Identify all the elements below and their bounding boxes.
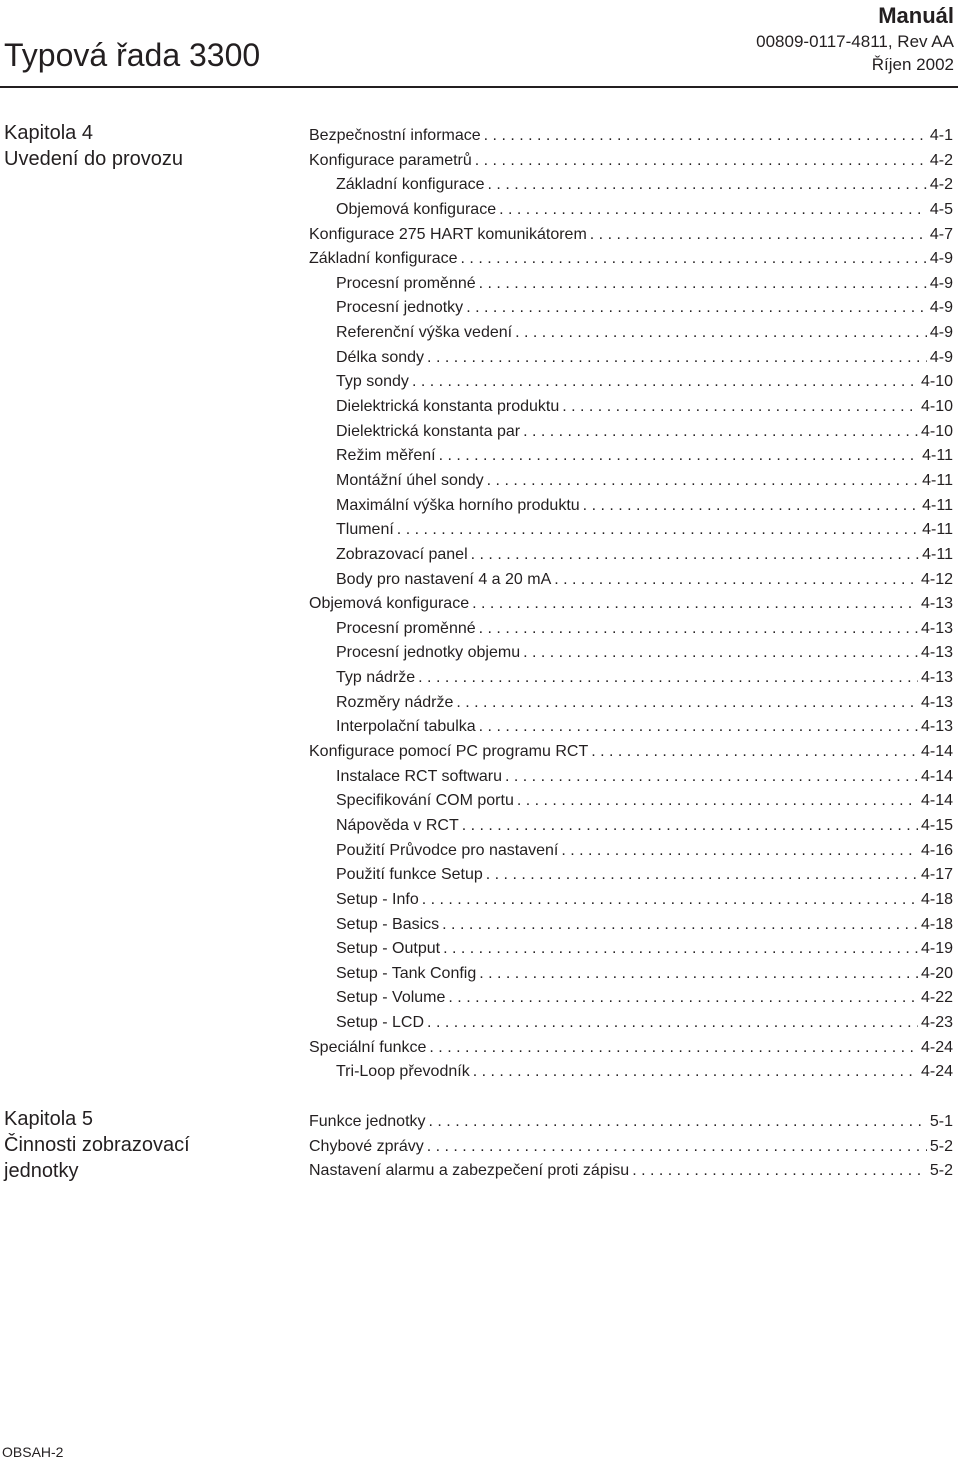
dot-leader (412, 370, 918, 395)
toc-entry[interactable] (309, 839, 953, 864)
toc-entry-page: 4-11 (922, 545, 953, 563)
dot-leader (443, 937, 918, 962)
toc-entry-title: Procesní proměnné (336, 274, 476, 292)
toc-entry[interactable] (309, 198, 953, 223)
toc-entry-page: 4-2 (929, 176, 953, 194)
chapter-number: Kapitola 5 (4, 1108, 93, 1130)
toc-entry-title: Délka sondy (336, 348, 425, 366)
toc-entry[interactable] (309, 395, 953, 420)
toc-entry-title: Setup - Basics (336, 915, 440, 933)
dot-leader (427, 346, 927, 371)
toc-entry[interactable] (309, 1110, 953, 1135)
dot-leader (488, 173, 927, 198)
toc-entry-page: 4-10 (920, 373, 953, 391)
dot-leader (486, 863, 918, 888)
toc-entry-title: Použití funkce Setup (336, 866, 483, 884)
toc-entry-title: Nápověda v RCT (336, 816, 459, 834)
toc-entry[interactable] (309, 321, 953, 346)
toc-entry-page: 4-17 (920, 866, 953, 884)
toc-entry-title: Setup - LCD (336, 1014, 425, 1032)
toc-entry-title: Nastavení alarmu a zabezpečení proti zápisu (309, 1162, 630, 1180)
toc-entry-page: 4-15 (920, 816, 953, 834)
dot-leader (499, 198, 927, 223)
toc-entry[interactable] (309, 789, 953, 814)
toc-entry[interactable] (309, 1036, 953, 1061)
toc-entry-page: 4-13 (920, 619, 953, 637)
toc-entry-page: 4-19 (920, 940, 953, 958)
dot-leader (439, 444, 920, 469)
dot-leader (583, 494, 919, 519)
toc-entry[interactable] (309, 986, 953, 1011)
toc-entry-page: 4-13 (920, 669, 953, 687)
dot-leader (515, 321, 927, 346)
toc-entry[interactable] (309, 124, 953, 149)
toc-entry[interactable] (309, 740, 953, 765)
toc-entry[interactable] (309, 296, 953, 321)
toc-entry[interactable] (309, 913, 953, 938)
toc-entry[interactable] (309, 962, 953, 987)
dot-leader (562, 395, 918, 420)
toc-entry[interactable] (309, 814, 953, 839)
toc-entry-page: 4-24 (920, 1038, 953, 1056)
toc-entry-page: 4-7 (929, 225, 953, 243)
dot-leader (479, 272, 927, 297)
toc-entry-title: Základní konfigurace (309, 250, 458, 268)
toc-list (309, 124, 953, 1085)
dot-leader (472, 592, 918, 617)
toc-entry-page: 4-14 (920, 792, 953, 810)
toc-entry-page: 4-16 (920, 841, 953, 859)
toc-entry[interactable] (309, 420, 953, 445)
toc-entry[interactable] (309, 1011, 953, 1036)
toc-entry-page: 4-1 (929, 127, 953, 144)
dot-leader (517, 789, 918, 814)
manual-label: Manuál (878, 3, 954, 28)
toc-entry-page: 4-11 (922, 447, 953, 465)
toc-entry-page: 4-18 (920, 915, 953, 933)
chapter-number: Kapitola 4 (4, 122, 93, 144)
toc-entry-title: Typ sondy (336, 373, 409, 391)
chapter-title: Uvedení do provozu (4, 148, 184, 170)
toc-entry-title: Rozměry nádrže (336, 693, 454, 711)
dot-leader (554, 568, 918, 593)
toc-entry-title: Bezpečnostní informace (309, 127, 481, 144)
dot-leader (471, 543, 920, 568)
dot-leader (429, 1110, 927, 1135)
toc-entry-title: Objemová konfigurace (336, 200, 497, 218)
dot-leader (442, 913, 918, 938)
dot-leader (418, 666, 918, 691)
chapter-title-continued: jednotky (4, 1160, 79, 1182)
dot-leader (448, 986, 918, 1011)
toc-entry-page: 4-2 (929, 151, 953, 169)
toc-entry-page: 4-11 (922, 521, 953, 539)
toc-entry-title: Body pro nastavení 4 a 20 mA (336, 570, 552, 588)
toc-entry-title: Dielektrická konstanta produktu (336, 398, 560, 416)
toc-entry[interactable] (309, 691, 953, 716)
dot-leader (484, 124, 927, 149)
dot-leader (487, 469, 920, 494)
document-title: Typová řada 3300 (4, 37, 261, 73)
dot-leader (590, 223, 927, 248)
toc-entry[interactable] (309, 149, 953, 174)
toc-entry-title: Režim měření (336, 447, 436, 465)
toc-entry-page: 4-11 (922, 471, 953, 489)
toc-entry-title: Setup - Volume (336, 989, 446, 1007)
dot-leader (591, 740, 918, 765)
toc-entry[interactable] (309, 1159, 953, 1184)
dot-leader (456, 691, 918, 716)
toc-entry-title: Setup - Tank Config (336, 964, 477, 982)
dot-leader (462, 814, 918, 839)
dot-leader (473, 1060, 918, 1085)
toc-entry-title: Procesní proměnné (336, 619, 476, 637)
toc-entry-page: 4-13 (920, 693, 953, 711)
toc-entry[interactable] (309, 888, 953, 913)
toc-entry-page: 4-18 (920, 890, 953, 908)
toc-entry[interactable] (309, 346, 953, 371)
toc-entry-title: Objemová konfigurace (309, 595, 470, 613)
dot-leader (523, 641, 918, 666)
dot-leader (461, 247, 927, 272)
toc-entry[interactable] (309, 494, 953, 519)
dot-leader (429, 1036, 918, 1061)
toc-entry-page: 4-10 (920, 422, 953, 440)
toc-entry-page: 4-11 (922, 496, 953, 514)
toc-entry[interactable] (309, 469, 953, 494)
toc-entry-title: Konfigurace 275 HART komunikátorem (309, 225, 587, 243)
toc-entry-title: Dielektrická konstanta par (336, 422, 521, 440)
chapter-title: Činnosti zobrazovací (4, 1134, 190, 1156)
toc-entry-page: 4-5 (929, 200, 953, 218)
toc-entry-title: Použití Průvodce pro nastavení (336, 841, 559, 859)
document-number: 00809-0117-4811, Rev AA (756, 32, 954, 51)
toc-entry[interactable] (309, 518, 953, 543)
dot-leader (427, 1011, 918, 1036)
toc-entry-page: 4-9 (929, 324, 953, 342)
toc-entry[interactable] (309, 173, 953, 198)
toc-entry-title: Základní konfigurace (336, 176, 485, 194)
toc-entry-title: Konfigurace pomocí PC programu RCT (309, 743, 589, 761)
toc-entry[interactable] (309, 543, 953, 568)
toc-entry[interactable] (309, 247, 953, 272)
dot-leader (523, 420, 918, 445)
dot-leader (466, 296, 927, 321)
toc-entry-title: Referenční výška vedení (336, 324, 513, 342)
toc-entry[interactable] (309, 592, 953, 617)
toc-entry-page: 4-23 (920, 1014, 953, 1032)
toc-entry-title: Procesní jednotky objemu (336, 644, 521, 662)
toc-entry-page: 5-2 (929, 1162, 953, 1180)
toc-entry-page: 4-20 (920, 964, 953, 982)
toc-entry-page: 4-9 (929, 348, 953, 366)
toc-entry[interactable] (309, 1060, 953, 1085)
header-info (756, 2, 954, 76)
toc-entry[interactable] (309, 765, 953, 790)
toc-entry-title: Chybové zprávy (309, 1137, 424, 1155)
toc-entry-page: 4-13 (920, 718, 953, 736)
chapter-heading (4, 1106, 294, 1184)
toc-entry-page: 4-13 (920, 644, 953, 662)
document-date: Říjen 2002 (871, 55, 954, 74)
toc-entry-title: Tri-Loop převodník (336, 1063, 470, 1081)
toc-entry[interactable] (309, 272, 953, 297)
toc-entry-title: Instalace RCT softwaru (336, 767, 502, 785)
dot-leader (561, 839, 918, 864)
toc-list (309, 1110, 953, 1184)
toc-entry[interactable] (309, 641, 953, 666)
toc-entry-page: 4-24 (920, 1063, 953, 1081)
dot-leader (479, 617, 918, 642)
dot-leader (475, 149, 927, 174)
toc-entry-title: Typ nádrže (336, 669, 416, 687)
toc-entry[interactable] (309, 715, 953, 740)
toc-entry[interactable] (309, 937, 953, 962)
toc-entry[interactable] (309, 863, 953, 888)
toc-entry-title: Setup - Output (336, 940, 441, 958)
toc-entry-page: 4-13 (920, 595, 953, 613)
toc-entry-title: Montážní úhel sondy (336, 471, 484, 489)
toc-entry[interactable] (309, 568, 953, 593)
toc-entry[interactable] (309, 444, 953, 469)
toc-entry-title: Maximální výška horního produktu (336, 496, 580, 514)
dot-leader (397, 518, 919, 543)
toc-entry-title: Speciální funkce (309, 1038, 427, 1056)
toc-entry-title: Funkce jednotky (309, 1113, 426, 1130)
header-divider (0, 86, 958, 88)
toc-entry-title: Setup - Info (336, 890, 419, 908)
toc-entry-title: Konfigurace parametrů (309, 151, 472, 169)
toc-entry-page: 4-9 (929, 299, 953, 317)
toc-entry[interactable] (309, 617, 953, 642)
toc-entry[interactable] (309, 223, 953, 248)
page-footer: OBSAH-2 (2, 1444, 64, 1460)
chapter-heading (4, 120, 294, 172)
dot-leader (505, 765, 918, 790)
toc-entry-title: Zobrazovací panel (336, 545, 468, 563)
toc-entry[interactable] (309, 370, 953, 395)
dot-leader (427, 1135, 927, 1160)
toc-entry-page: 4-14 (920, 767, 953, 785)
toc-entry-page: 5-2 (929, 1137, 953, 1155)
dot-leader (479, 715, 918, 740)
toc-entry-page: 4-10 (920, 398, 953, 416)
toc-entry-title: Tlumení (336, 521, 394, 539)
toc-entry-page: 4-22 (920, 989, 953, 1007)
dot-leader (422, 888, 918, 913)
dot-leader (479, 962, 918, 987)
toc-entry[interactable] (309, 666, 953, 691)
toc-entry-title: Specifikování COM portu (336, 792, 514, 810)
toc-entry-page: 4-14 (920, 743, 953, 761)
toc-entry-title: Interpolační tabulka (336, 718, 476, 736)
toc-entry-page: 4-12 (920, 570, 953, 588)
toc-entry-page: 5-1 (929, 1113, 953, 1130)
dot-leader (632, 1159, 927, 1184)
toc-entry-page: 4-9 (929, 274, 953, 292)
toc-entry-title: Procesní jednotky (336, 299, 464, 317)
toc-entry[interactable] (309, 1135, 953, 1160)
toc-entry-page: 4-9 (929, 250, 953, 268)
